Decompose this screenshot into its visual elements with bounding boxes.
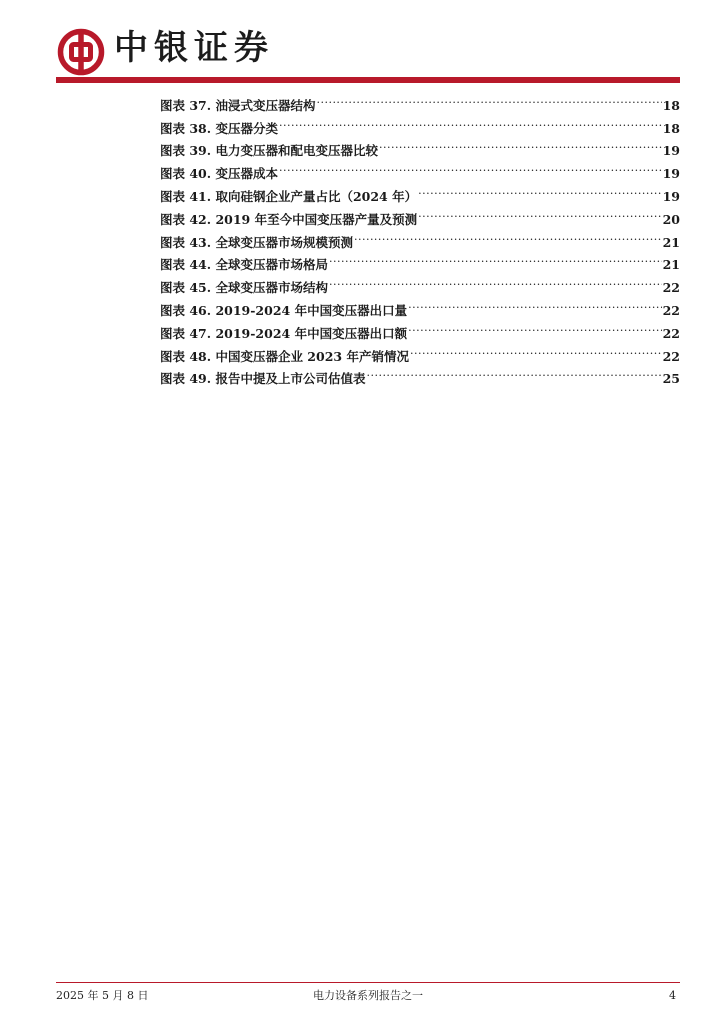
toc-entry-page: 18 xyxy=(662,120,680,136)
footer-series-title: 电力设备系列报告之一 xyxy=(313,989,423,1002)
dot-leader xyxy=(329,247,662,270)
toc-entry-page: 21 xyxy=(662,257,680,273)
dot-leader xyxy=(316,87,661,110)
toc-entry-page: 22 xyxy=(662,280,680,296)
dot-leader xyxy=(366,361,661,384)
toc-entry-label: 图表 45. 全球变压器市场结构 xyxy=(160,280,328,296)
dot-leader xyxy=(408,292,662,315)
toc-entry-label: 图表 42. 2019 年至今中国变压器产量及预测 xyxy=(160,211,418,227)
dot-leader xyxy=(354,224,662,247)
page-footer xyxy=(56,986,680,1006)
toc-entry-page: 19 xyxy=(662,143,680,159)
toc-entry-label: 图表 37. 油浸式变压器结构 xyxy=(160,97,316,113)
toc-entry-label: 图表 43. 全球变压器市场规模预测 xyxy=(160,234,353,250)
toc-entry-page: 22 xyxy=(662,302,680,318)
toc-entry-label: 图表 47. 2019-2024 年中国变压器出口额 xyxy=(160,325,408,341)
toc-entry-page: 20 xyxy=(662,211,680,227)
page-header xyxy=(0,0,724,84)
toc-entry-label: 图表 39. 电力变压器和配电变压器比较 xyxy=(160,143,378,159)
toc-entry-label: 图表 44. 全球变压器市场格局 xyxy=(160,257,328,273)
page-number: 4 xyxy=(669,989,676,1002)
toc-entry-page: 18 xyxy=(662,97,680,113)
dot-leader xyxy=(408,315,662,338)
toc-entry-page: 22 xyxy=(662,325,680,341)
dot-leader xyxy=(279,110,662,133)
toc-entry-page: 25 xyxy=(662,371,680,387)
bank-of-china-logo-icon xyxy=(57,28,105,76)
toc-entry-label: 图表 38. 变压器分类 xyxy=(160,120,278,136)
toc-entry-page: 19 xyxy=(662,166,680,182)
figure-list xyxy=(160,87,680,387)
dot-leader xyxy=(418,178,662,201)
toc-entry-page: 21 xyxy=(662,234,680,250)
toc-entry-label: 图表 49. 报告中提及上市公司估值表 xyxy=(160,371,366,387)
toc-entry-label: 图表 40. 变压器成本 xyxy=(160,166,278,182)
dot-leader xyxy=(329,269,662,292)
toc-entry-page: 22 xyxy=(662,348,680,364)
toc-entry-page: 19 xyxy=(662,188,680,204)
header-rule xyxy=(56,77,680,83)
toc-entry-label: 图表 46. 2019-2024 年中国变压器出口量 xyxy=(160,302,408,318)
toc-entry-label: 图表 41. 取向硅钢企业产量占比（2024 年） xyxy=(160,188,418,204)
toc-entry-label: 图表 48. 中国变压器企业 2023 年产销情况 xyxy=(160,348,409,364)
brand-name: 中银证券 xyxy=(114,28,274,68)
dot-leader xyxy=(379,133,662,156)
dot-leader xyxy=(279,155,662,178)
dot-leader xyxy=(418,201,662,224)
footer-date: 2025 年 5 月 8 日 xyxy=(56,989,149,1002)
dot-leader xyxy=(410,338,662,361)
footer-rule xyxy=(56,982,680,983)
toc-entry[interactable] xyxy=(160,87,680,113)
